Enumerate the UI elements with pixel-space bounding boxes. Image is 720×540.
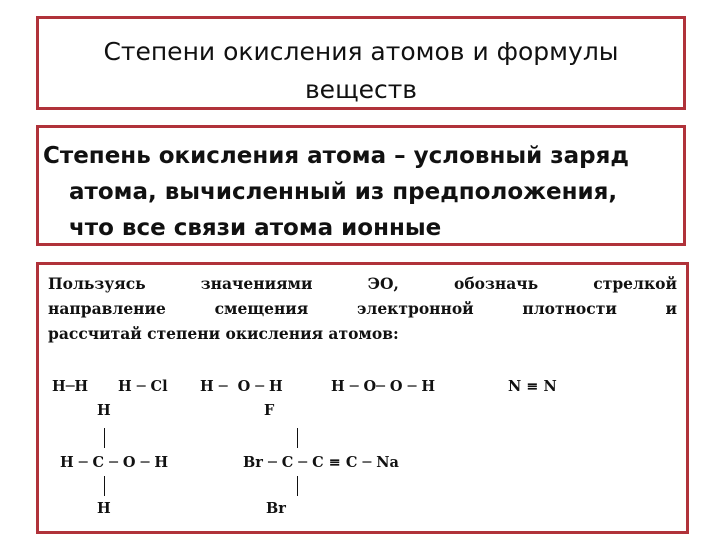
alkyne-bond-up (297, 428, 298, 448)
alkyne-bottom-br: Br (266, 500, 286, 517)
formula-hcl: H ─ Cl (118, 378, 168, 395)
formula-h2: H─H (52, 378, 89, 395)
definition-line-3: что все связи атома ионные (69, 215, 442, 241)
alkyne-bond-down (297, 476, 298, 496)
definition-box (36, 125, 686, 246)
methanol-bond-up (104, 428, 105, 448)
hof-fluorine: F (264, 402, 275, 419)
formula-methanol: H ─ C ─ O ─ H (60, 454, 169, 471)
methanol-top-h: H (97, 402, 111, 419)
definition-text (43, 138, 629, 246)
definition-line-1: Степень окисления атома – условный заряд (43, 143, 629, 169)
title-box (36, 16, 686, 110)
task-text (48, 271, 677, 346)
definition-line-2: атома, вычисленный из предположения, (69, 179, 618, 205)
methanol-bottom-h: H (97, 500, 111, 517)
title-line-1: Степени окисления атомов и формулы (103, 37, 619, 66)
formula-h2o2: H ─ O─ O ─ H (331, 378, 436, 395)
formula-alkyne: Br ─ C ─ C ≡ C ─ Na (243, 454, 399, 471)
page-title (39, 33, 683, 109)
formula-n2: N ≡ N (508, 378, 557, 395)
task-line-2: направление смещения электронной плотности и (48, 299, 677, 318)
title-line-2: веществ (304, 75, 418, 104)
task-box (36, 262, 689, 534)
methanol-bond-down (104, 476, 105, 496)
task-line-3: рассчитай степени окисления атомов: (48, 324, 399, 343)
task-line-1: Пользуясь значениями ЭО, обозначь стрелкой (48, 274, 677, 293)
formula-hof: H ─ O ─ H (200, 378, 283, 395)
